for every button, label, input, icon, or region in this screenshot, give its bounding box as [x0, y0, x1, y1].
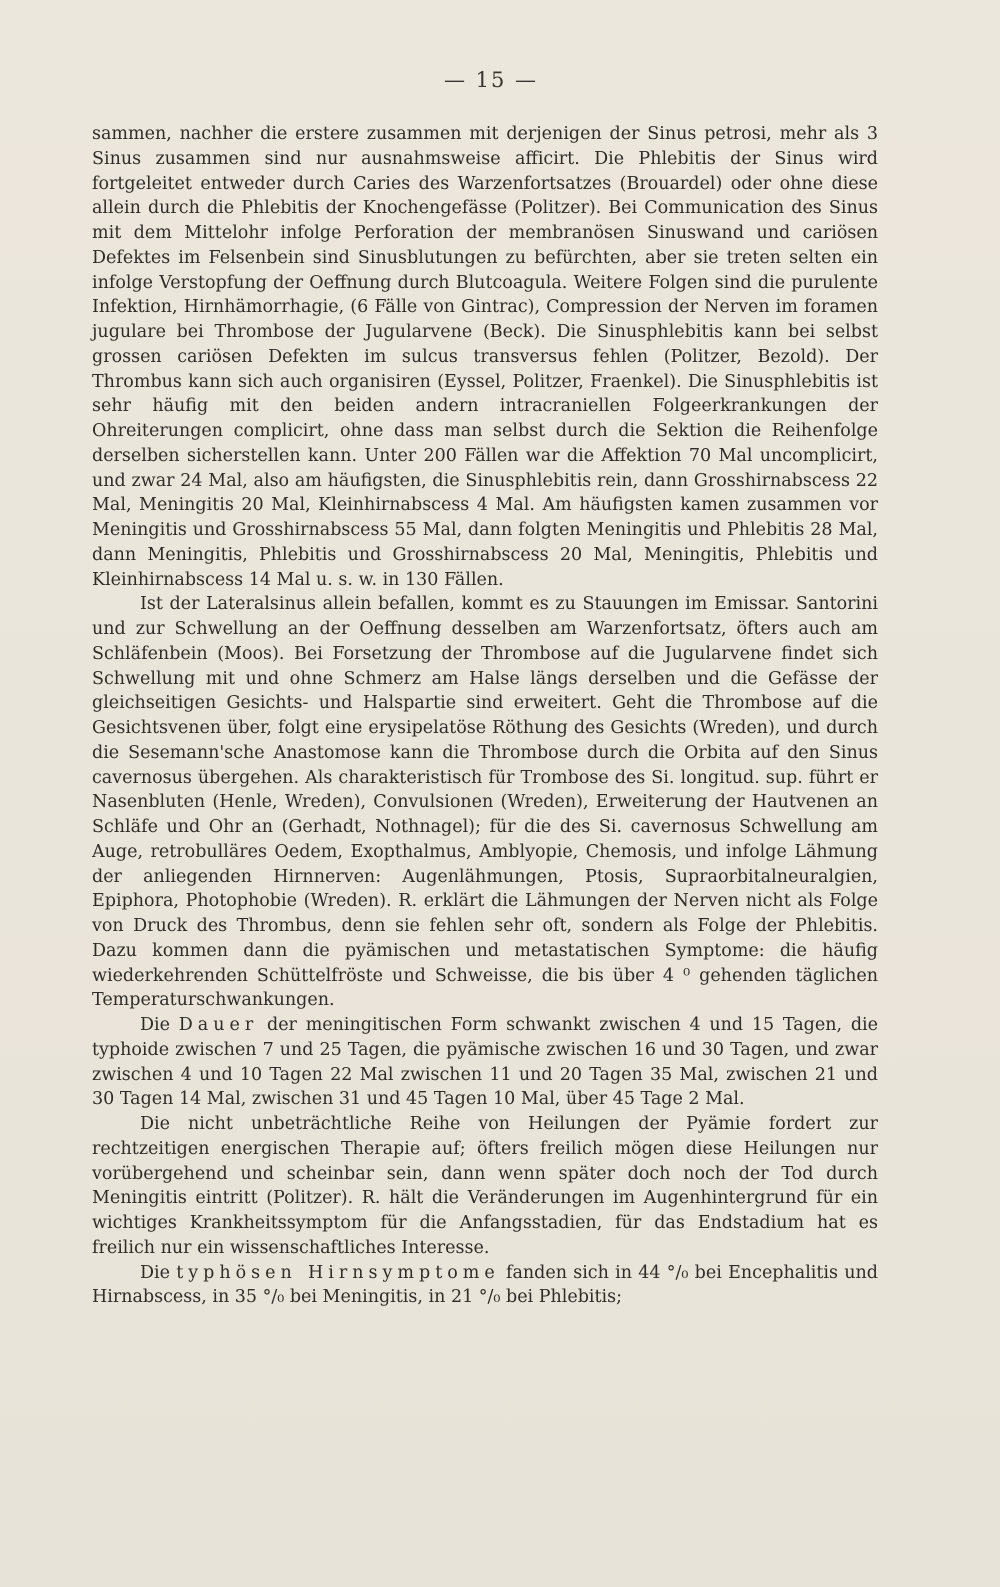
paragraph-3	[92, 1013, 878, 1112]
body-text	[92, 122, 878, 1310]
paragraph-4: Die nicht unbeträchtliche Reihe von Heilungen der Pyämie fordert zur rechtzeitigen energischen Therapie auf; öfters freilich mögen diese Heilungen nur vorübergehend und scheinbar sein, dann wenn später doch noch der Tod durch Meningitis eintritt (Politzer). R. hält die Veränderungen im Augenhintergrund für ein wichtiges Krankheitssymptom für die Anfangsstadien, für das Endstadium hat es freilich nur ein wissenschaftliches Interesse.	[92, 1114, 878, 1258]
paragraph-5-lead: Die	[140, 1262, 177, 1283]
emphasis-typhoesen-hirnsymptome: typhösen Hirnsymptome	[176, 1262, 500, 1283]
paragraph-5	[92, 1261, 878, 1311]
page-number: — 15 —	[443, 68, 539, 92]
paragraph-5-text: fanden sich in 44 °/₀ bei Encephalitis und Hirnabscess, in 35 °/₀ bei Meningitis, in 21 °/₀ bei Phlebitis;	[92, 1262, 879, 1308]
paragraph-1: sammen, nachher die erstere zusammen mit derjenigen der Sinus petrosi, mehr als 3 Sinus zusammen sind nur ausnahmsweise afficirt. Die Phlebitis der Sinus wird fortgeleitet entweder durch Caries des Warzenfortsatzes (Brouardel) oder ohne diese allein durch die Phlebitis der Knochengefässe (Politzer). Bei Communication des Sinus mit dem Mittelohr infolge Perforation der membranösen Sinuswand und cariösen Defektes im Felsenbein sind Sinusblutungen zu befürchten, aber sie treten selten ein infolge Verstopfung der Oeffnung durch Blutcoagula. Weitere Folgen sind die purulente Infektion, Hirnhämorrhagie, (6 Fälle von Gintrac), Compression der Nerven im foramen jugulare bei Thrombose der Jugularvene (Beck). Die Sinusphlebitis kann bei selbst grossen cariösen Defekten im sulcus transversus fehlen (Politzer, Bezold). Der Thrombus kann sich auch organisiren (Eyssel, Politzer, Fraenkel). Die Sinusphlebitis ist sehr häufig mit den beiden andern intracraniellen Folgeerkrankungen der Ohreiterungen complicirt, ohne dass man selbst durch die Sektion die Reihenfolge derselben sicherstellen kann. Unter 200 Fällen war die Affektion 70 Mal uncomplicirt, und zwar 24 Mal, also am häufigsten, die Sinusphlebitis rein, dann Grosshirnabscess 22 Mal, Meningitis 20 Mal, Kleinhirnabscess 4 Mal. Am häufigsten kamen zusammen vor Meningitis und Grosshirnabscess 55 Mal, dann folgten Meningitis und Phlebitis 28 Mal, dann Meningitis, Phlebitis und Grosshirnabscess 20 Mal, Meningitis, Phlebitis und Kleinhirnabscess 14 Mal u. s. w. in 130 Fällen.	[92, 124, 878, 590]
emphasis-dauer: Dauer	[178, 1015, 259, 1035]
paragraph-2: Ist der Lateralsinus allein befallen, kommt es zu Stauungen im Emissar. Santorini und zur Schwellung an der Oeffnung desselben am Warzenfortsatz, öfters auch am Schläfenbein (Moos). Bei Forsetzung der Thrombose auf die Jugularvene findet sich Schwellung mit und ohne Schmerz am Halse längs derselben und die Gefässe der gleichseitigen Gesichts- und Halspartie sind erweitert. Geht die Thrombose auf die Gesichtsvenen über, folgt eine erysipelatöse Röthung des Gesichts (Wreden), und durch die Sesemann'sche Anastomose kann die Thrombose durch die Orbita auf den Sinus cavernosus übergehen. Als charakteristisch für Trombose des Si. longitud. sup. führt er Nasenbluten (Henle, Wreden), Convulsionen (Wreden), Erweiterung der Hautvenen an Schläfe und Ohr an (Gerhadt, Nothnagel); für die des Si. cavernosus Schwellung am Auge, retrobulläres Oedem, Exopthalmus, Amblyopie, Chemosis, und infolge Lähmung der anliegenden Hirnnerven: Augenlähmungen, Ptosis, Supraorbitalneuralgien, Epiphora, Photophobie (Wreden). R. erklärt die Lähmungen der Nerven nicht als Folge von Druck des Thrombus, denn sie fehlen sehr oft, sondern als Folge der Phlebitis. Dazu kommen dann die pyämischen und metastatischen Symptome: die häufig wiederkehrenden Schüttelfröste und Schweisse, die bis über 4 ⁰ gehenden täglichen Temperaturschwankungen.	[92, 594, 878, 1011]
paragraph-3-lead: Die	[140, 1015, 179, 1035]
paragraph-3-text: der meningitischen Form schwankt zwischen 4 und 15 Tagen, die typhoide zwischen 7 und 25 Tagen, die pyämische zwischen 16 und 30 Tagen, und zwar zwischen 4 und 10 Tagen 22 Mal zwischen 11 und 20 Tagen 35 Mal, zwischen 21 und 30 Tagen 14 Mal, zwischen 31 und 45 Tagen 10 Mal, über 45 Tage 2 Mal.	[92, 1015, 878, 1110]
